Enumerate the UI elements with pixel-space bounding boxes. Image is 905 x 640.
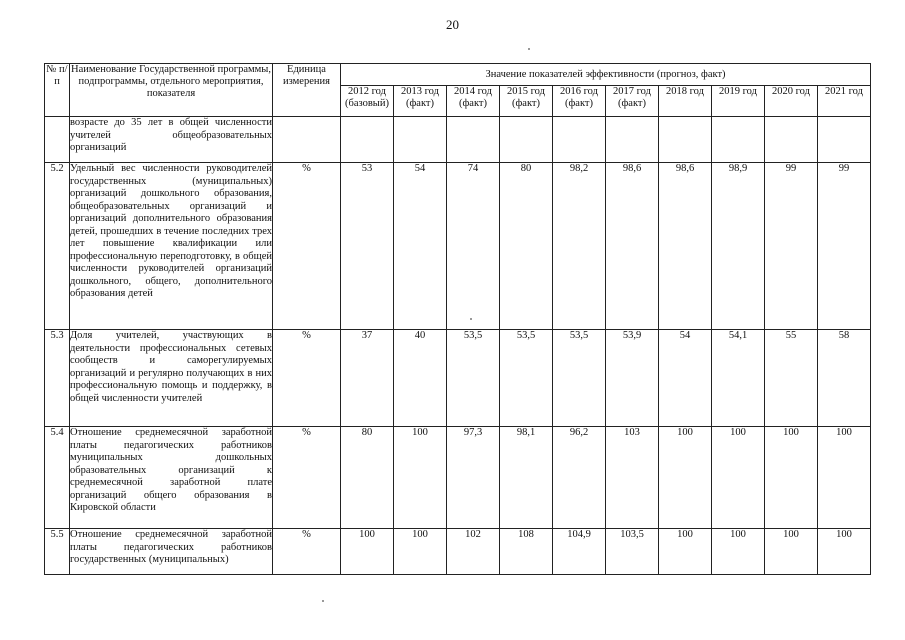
row-value: 98,6 bbox=[659, 163, 712, 330]
header-year: 2019 год bbox=[712, 86, 765, 117]
row-name: Удельный вес численности руководителей государственных (муниципальных) организаций дошкольного образования, общеобразовательных организаций и организаций дополнительного образования детей, прошедших в течение последних трех лет повышение квалификации или профессиональную переподготовку, в общей численности руководителей организаций дошкольного, общего, дополнительного образования детей bbox=[70, 163, 273, 330]
row-value: 53 bbox=[341, 163, 394, 330]
row-value bbox=[712, 117, 765, 163]
row-value: 103,5 bbox=[606, 529, 659, 575]
row-value: 55 bbox=[765, 330, 818, 427]
table-row bbox=[45, 427, 871, 529]
indicator-table bbox=[44, 63, 871, 575]
row-value: 99 bbox=[765, 163, 818, 330]
row-value bbox=[447, 117, 500, 163]
header-unit: Единица измерения bbox=[273, 64, 341, 117]
row-value: 98,1 bbox=[500, 427, 553, 529]
row-num: 5.3 bbox=[45, 330, 70, 427]
row-value: 100 bbox=[712, 529, 765, 575]
scan-speck bbox=[470, 318, 472, 320]
row-value bbox=[818, 117, 871, 163]
table-row bbox=[45, 529, 871, 575]
row-value: 98,2 bbox=[553, 163, 606, 330]
table-row bbox=[45, 330, 871, 427]
row-value bbox=[659, 117, 712, 163]
row-unit: % bbox=[273, 330, 341, 427]
row-value: 53,5 bbox=[500, 330, 553, 427]
header-year: 2013 год (факт) bbox=[394, 86, 447, 117]
row-name: возрасте до 35 лет в общей численности учителей общеобразовательных организаций bbox=[70, 117, 273, 163]
row-num: 5.5 bbox=[45, 529, 70, 575]
header-values: Значение показателей эффективности (прогноз, факт) bbox=[341, 64, 871, 86]
row-value: 103 bbox=[606, 427, 659, 529]
row-value: 53,5 bbox=[447, 330, 500, 427]
row-value bbox=[553, 117, 606, 163]
row-value bbox=[765, 117, 818, 163]
row-unit bbox=[273, 117, 341, 163]
row-value: 100 bbox=[818, 529, 871, 575]
header-year: 2018 год bbox=[659, 86, 712, 117]
row-value: 96,2 bbox=[553, 427, 606, 529]
row-value: 80 bbox=[341, 427, 394, 529]
table-row bbox=[45, 117, 871, 163]
scan-speck bbox=[528, 48, 530, 50]
row-name: Доля учителей, участвующих в деятельности профессиональных сетевых сообществ и саморегулируемых организаций и регулярно получающих в них профессиональную помощь и поддержку, в общей численности учителей bbox=[70, 330, 273, 427]
row-value: 54 bbox=[394, 163, 447, 330]
row-value: 100 bbox=[341, 529, 394, 575]
header-year: 2015 год (факт) bbox=[500, 86, 553, 117]
table-row bbox=[45, 163, 871, 330]
row-value: 108 bbox=[500, 529, 553, 575]
row-value: 100 bbox=[818, 427, 871, 529]
row-value: 100 bbox=[712, 427, 765, 529]
header-year: 2012 год (базовый) bbox=[341, 86, 394, 117]
row-value: 104,9 bbox=[553, 529, 606, 575]
row-value: 53,9 bbox=[606, 330, 659, 427]
row-unit: % bbox=[273, 427, 341, 529]
row-value: 40 bbox=[394, 330, 447, 427]
row-name: Отношение среднемесячной заработной платы педагогических работников государственных (муниципальных) bbox=[70, 529, 273, 575]
row-value: 58 bbox=[818, 330, 871, 427]
row-value: 80 bbox=[500, 163, 553, 330]
row-value bbox=[394, 117, 447, 163]
header-name: Наименование Государственной программы, подпрограммы, отдельного мероприятия, показателя bbox=[70, 64, 273, 117]
row-value: 54,1 bbox=[712, 330, 765, 427]
row-unit: % bbox=[273, 529, 341, 575]
row-value: 100 bbox=[659, 427, 712, 529]
row-value: 74 bbox=[447, 163, 500, 330]
row-value bbox=[606, 117, 659, 163]
row-name: Отношение среднемесячной заработной платы педагогических работников муниципальных дошкольных образовательных организаций к среднемесячной заработной плате организаций общего образования в Кировской области bbox=[70, 427, 273, 529]
row-value bbox=[500, 117, 553, 163]
row-num bbox=[45, 117, 70, 163]
row-value: 98,9 bbox=[712, 163, 765, 330]
row-value: 102 bbox=[447, 529, 500, 575]
header-year: 2020 год bbox=[765, 86, 818, 117]
header-year: 2021 год bbox=[818, 86, 871, 117]
row-value: 100 bbox=[765, 529, 818, 575]
row-unit: % bbox=[273, 163, 341, 330]
row-value bbox=[341, 117, 394, 163]
header-num: № п/п bbox=[45, 64, 70, 117]
header-year: 2016 год (факт) bbox=[553, 86, 606, 117]
scan-speck bbox=[322, 600, 324, 602]
row-value: 37 bbox=[341, 330, 394, 427]
row-value: 100 bbox=[765, 427, 818, 529]
row-value: 100 bbox=[659, 529, 712, 575]
row-num: 5.2 bbox=[45, 163, 70, 330]
row-value: 99 bbox=[818, 163, 871, 330]
header-year: 2014 год (факт) bbox=[447, 86, 500, 117]
row-value: 97,3 bbox=[447, 427, 500, 529]
row-num: 5.4 bbox=[45, 427, 70, 529]
row-value: 100 bbox=[394, 529, 447, 575]
row-value: 54 bbox=[659, 330, 712, 427]
row-value: 100 bbox=[394, 427, 447, 529]
header-year: 2017 год (факт) bbox=[606, 86, 659, 117]
page-number: 20 bbox=[446, 17, 459, 32]
row-value: 98,6 bbox=[606, 163, 659, 330]
row-value: 53,5 bbox=[553, 330, 606, 427]
